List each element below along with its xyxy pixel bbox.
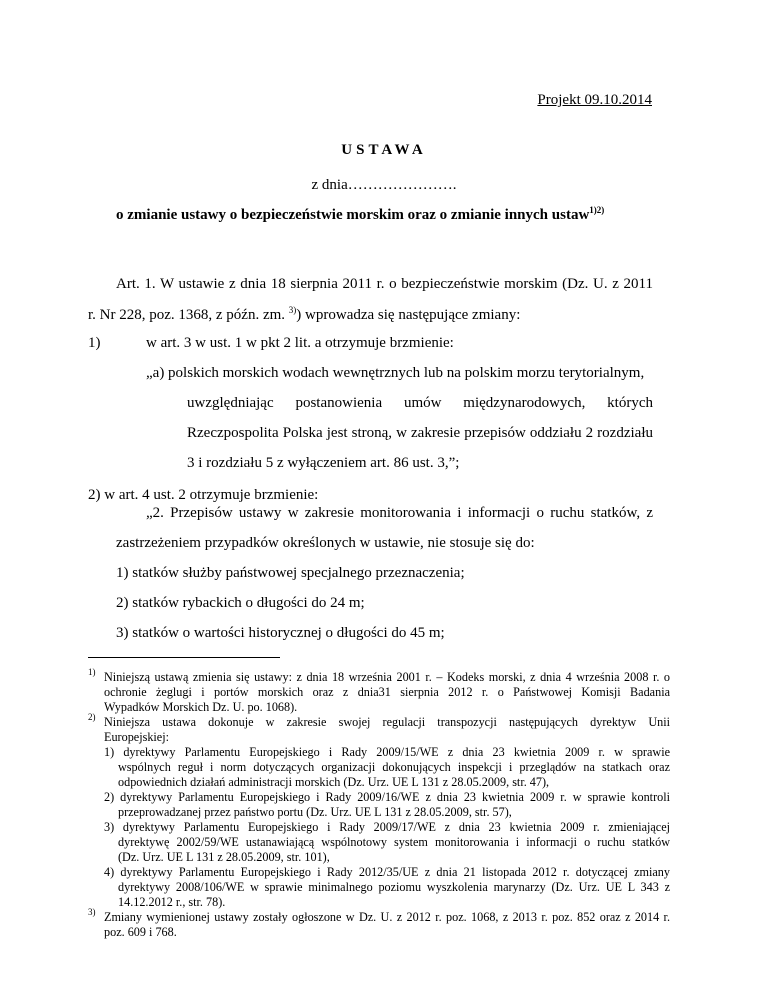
footnote-2-item-2-line-1: 2) dyrektywy Parlamentu Europejskiego i Rady 2009/16/WE z dnia 23 kwietnia 2009 r. w sprawie kontroli bbox=[104, 790, 670, 804]
document-title: USTAWA bbox=[341, 142, 427, 158]
date-line: z dnia…………………. bbox=[311, 177, 457, 193]
item-2-quote-line-1: „2. Przepisów ustawy w zakresie monitorowania i informacji o ruchu statków, z bbox=[146, 505, 653, 521]
footnote-2-line-1: Niniejsza ustawa dokonuje w zakresie swojej regulacji transpozycji następujących dyrektyw Unii bbox=[104, 715, 670, 729]
item-1-number: 1) bbox=[88, 335, 101, 351]
item-2-subitem-2: 2) statków rybackich o długości do 24 m; bbox=[116, 595, 365, 611]
item-1-quote-line-4: 3 i rozdziału 5 z wyłączeniem art. 86 ust. 3,”; bbox=[187, 455, 460, 471]
footnote-2-item-1-line-1: 1) dyrektywy Parlamentu Europejskiego i Rady 2009/15/WE z dnia 23 kwietnia 2009 r. w sprawie bbox=[104, 745, 670, 759]
project-date: Projekt 09.10.2014 bbox=[537, 92, 652, 108]
footnote-3-marker: 3) bbox=[88, 906, 96, 917]
footnote-2-item-4-line-2: dyrektywy 2008/106/WE w sprawie minimalnego poziomu wyszkolenia marynarzy (Dz. Urz. UE L 343 z bbox=[118, 880, 670, 894]
item-2-text: 2) w art. 4 ust. 2 otrzymuje brzmienie: bbox=[88, 487, 319, 503]
footnote-2-item-2-line-2: przeprowadzanej przez państwo portu (Dz. Urz. UE L 131 z 28.05.2009, str. 57), bbox=[118, 805, 512, 819]
item-2-subitem-1: 1) statków służby państwowej specjalnego przeznaczenia; bbox=[116, 565, 465, 581]
footnote-2-marker: 2) bbox=[88, 711, 96, 722]
footnote-1-line-3: Wypadków Morskich Dz. U. po. 1068). bbox=[104, 700, 298, 714]
footnote-2-item-3-line-3: (Dz. Urz. UE L 131 z 28.05.2009, str. 101), bbox=[118, 850, 330, 864]
footnote-1-marker: 1) bbox=[88, 666, 96, 677]
footnote-1-line-2: ochronie żeglugi i portów morskich oraz z dnia31 sierpnia 2012 r. o Państwowej Komisji Badania bbox=[104, 685, 670, 699]
item-1-quote-line-3: Rzeczpospolita Polska jest stroną, w zakresie przepisów oddziału 2 rozdziału bbox=[187, 425, 653, 441]
footnote-2-item-1-line-3: odpowiednich działań administracji morskich (Dz. Urz. UE L 131 z 28.05.2009, str. 47), bbox=[118, 775, 550, 789]
item-1-quote-line-2: uwzględniając postanowienia umów międzynarodowych, których bbox=[187, 395, 653, 411]
footnote-separator bbox=[88, 657, 280, 658]
item-1-quote-line-1: „a) polskich morskich wodach wewnętrznych lub na polskim morzu terytorialnym, bbox=[146, 365, 645, 381]
footnote-2-item-3-line-1: 3) dyrektywy Parlamentu Europejskiego i Rady 2009/17/WE z dnia 23 kwietnia 2009 r. zmieniającej bbox=[104, 820, 670, 834]
item-1-text: w art. 3 w ust. 1 w pkt 2 lit. a otrzymuje brzmienie: bbox=[146, 335, 454, 351]
item-2-quote-line-2: zastrzeżeniem przypadków określonych w ustawie, nie stosuje się do: bbox=[116, 535, 535, 551]
article-1-line-1: Art. 1. W ustawie z dnia 18 sierpnia 2011 r. o bezpieczeństwie morskim (Dz. U. z 2011 bbox=[116, 276, 653, 292]
footnote-3-line-2: poz. 609 i 768. bbox=[104, 925, 177, 939]
footnote-2-item-4-line-1: 4) dyrektywy Parlamentu Europejskiego i Rady 2012/35/UE z dnia 21 listopada 2012 r. dotyczącej zmiany bbox=[104, 865, 670, 879]
article-1-line-2: r. Nr 228, poz. 1368, z późn. zm. $^{3)}$) wprowadza się następujące zmiany: bbox=[88, 305, 521, 323]
footnote-3-line-1: Zmiany wymienionej ustawy zostały ogłoszone w Dz. U. z 2012 r. poz. 1068, z 2013 r. poz. 852 oraz z 2014 r. bbox=[104, 910, 670, 924]
footnote-2-line-2: Europejskiej: bbox=[104, 730, 169, 744]
document-subject: o zmianie ustawy o bezpieczeństwie morskim oraz o zmianie innych ustaw$^{1)2)}$ bbox=[116, 205, 605, 223]
footnote-2-item-4-line-3: 14.12.2012 r., str. 78). bbox=[118, 895, 226, 909]
footnote-2-item-1-line-2: wspólnych reguł i norm dotyczących organizacji dokonujących inspekcji i przeglądów na statkach oraz bbox=[118, 760, 670, 774]
item-2-subitem-3: 3) statków o wartości historycznej o długości do 45 m; bbox=[116, 625, 445, 641]
footnote-1-line-1: Niniejszą ustawą zmienia się ustawy: z dnia 18 września 2001 r. – Kodeks morski, z dnia 4 września 2008 r. o bbox=[104, 670, 670, 684]
footnote-2-item-3-line-2: dyrektywę 2002/59/WE ustanawiającą wspólnotowy system monitorowania i informacji o ruchu statków bbox=[118, 835, 670, 849]
